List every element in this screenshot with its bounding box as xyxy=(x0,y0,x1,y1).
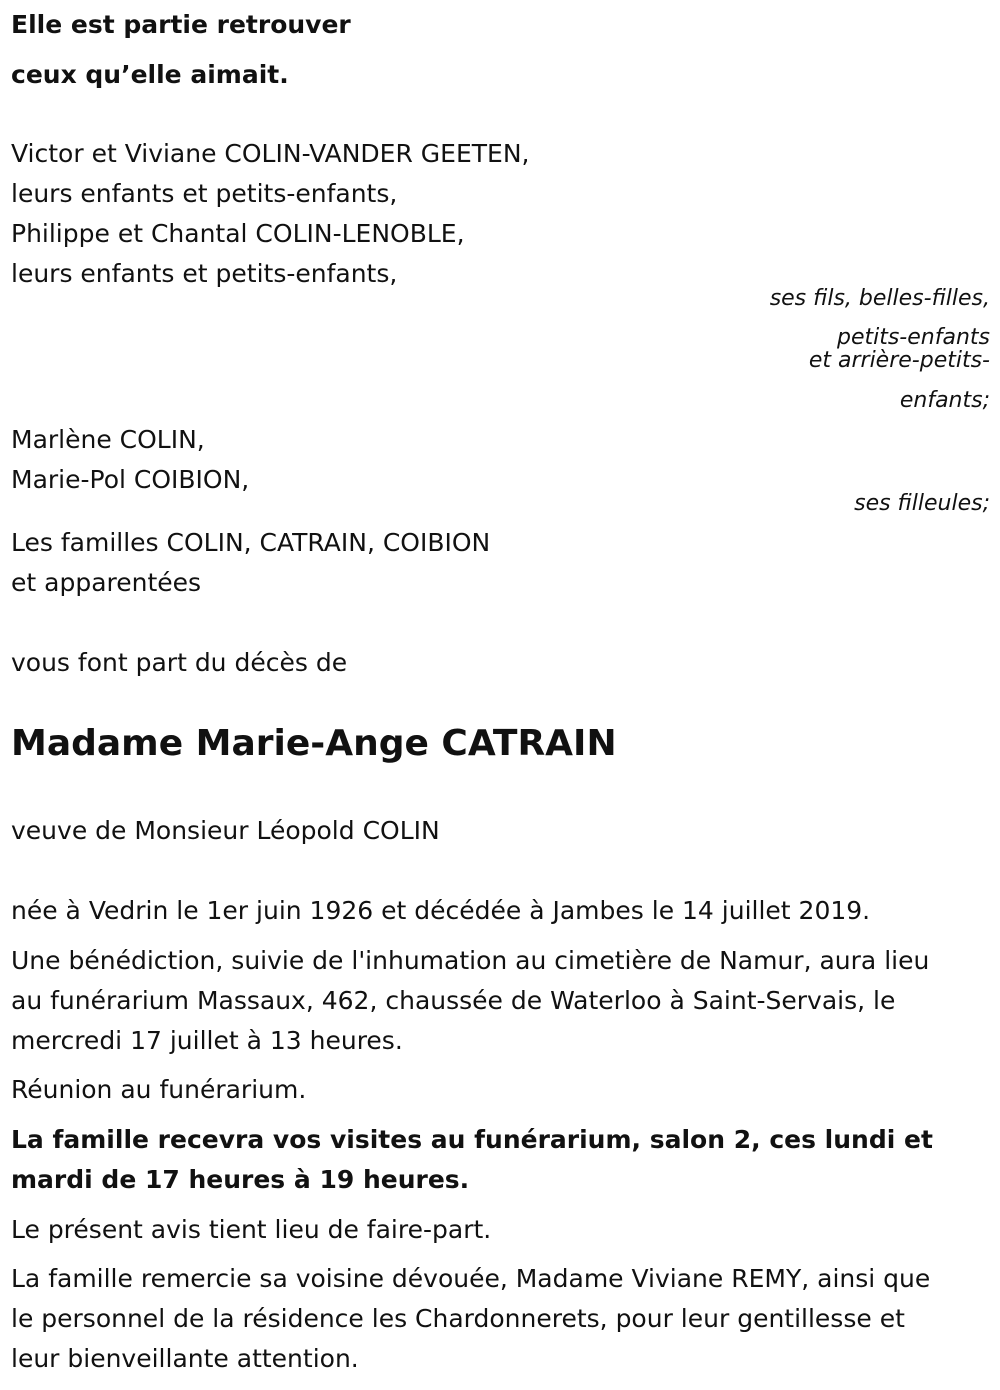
announcement: vous font part du décès de xyxy=(11,648,348,677)
ceremony-line-1: Une bénédiction, suivie de l'inhumation au cimetière de Namur, aura lieu xyxy=(11,946,930,975)
family-line-1: Victor et Viviane COLIN-VANDER GEETEN, xyxy=(11,139,530,168)
goddaughter-line-1: Marlène COLIN, xyxy=(11,425,205,454)
epigraph-line-1: Elle est partie retrouver xyxy=(11,10,351,39)
thanks-line-3: leur bienveillante attention. xyxy=(11,1344,359,1373)
goddaughter-line-2: Marie-Pol COIBION, xyxy=(11,465,250,494)
visits-line-1: La famille recevra vos visites au funérarium, salon 2, ces lundi et xyxy=(11,1125,933,1154)
visits-line-2: mardi de 17 heures à 19 heures. xyxy=(11,1165,470,1194)
epigraph-line-2: ceux qu’elle aimait. xyxy=(11,60,289,89)
families-line-1: Les familles COLIN, CATRAIN, COIBION xyxy=(11,528,491,557)
ceremony-line-3: mercredi 17 juillet à 13 heures. xyxy=(11,1026,403,1055)
families-line-2: et apparentées xyxy=(11,568,202,597)
ceremony-line-2: au funérarium Massaux, 462, chaussée de Waterloo à Saint-Servais, le xyxy=(11,986,896,1015)
thanks-line-1: La famille remercie sa voisine dévouée, Madame Viviane REMY, ainsi que xyxy=(11,1264,931,1293)
gathering: Réunion au funérarium. xyxy=(11,1075,307,1104)
relation-line-3: et arrière-petits- xyxy=(808,348,990,373)
relation-line-1: ses fils, belles-filles, xyxy=(769,286,990,311)
family-line-4: leurs enfants et petits-enfants, xyxy=(11,259,398,288)
goddaughter-relation: ses filleules; xyxy=(854,491,990,516)
family-line-2: leurs enfants et petits-enfants, xyxy=(11,179,398,208)
family-line-3: Philippe et Chantal COLIN-LENOBLE, xyxy=(11,219,465,248)
widow-of: veuve de Monsieur Léopold COLIN xyxy=(11,816,440,845)
notice: Le présent avis tient lieu de faire-part. xyxy=(11,1215,492,1244)
relation-line-2: petits-enfants xyxy=(836,325,990,350)
relation-line-4: enfants; xyxy=(899,388,990,413)
thanks-line-2: le personnel de la résidence les Chardonnerets, pour leur gentillesse et xyxy=(11,1304,905,1333)
birth-death: née à Vedrin le 1er juin 1926 et décédée à Jambes le 14 juillet 2019. xyxy=(11,896,871,925)
deceased-name: Madame Marie-Ange CATRAIN xyxy=(11,723,617,764)
